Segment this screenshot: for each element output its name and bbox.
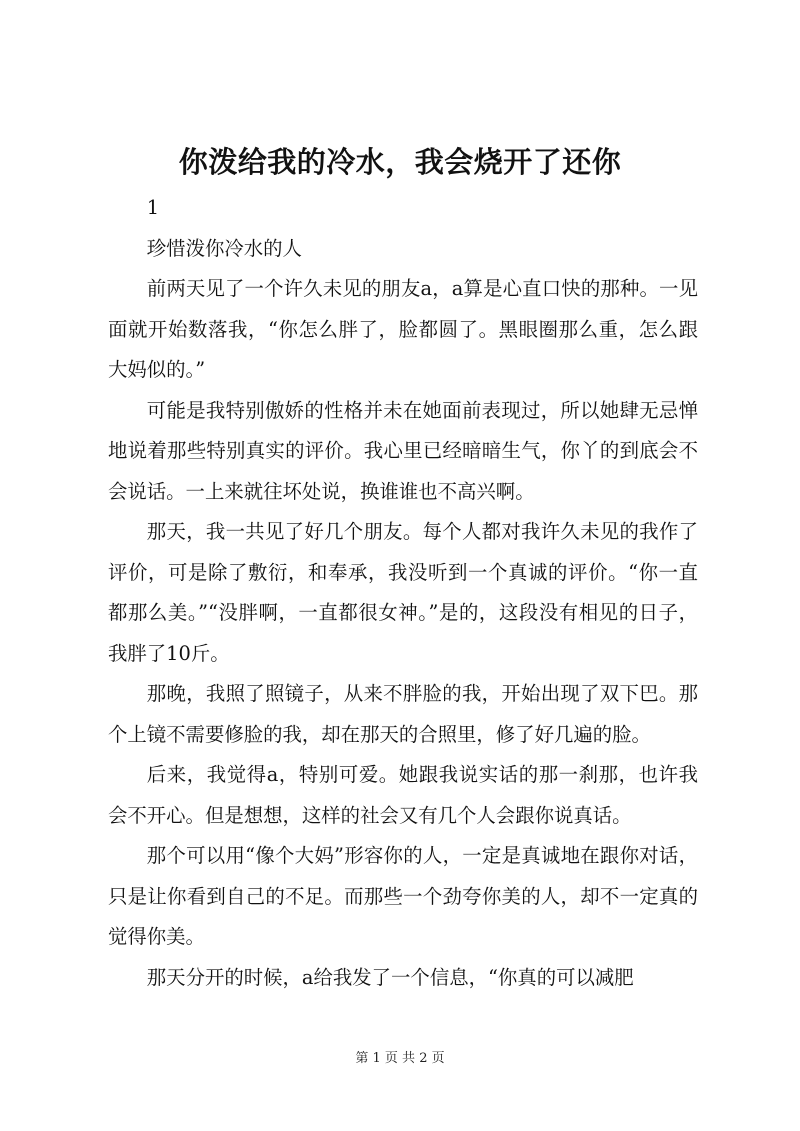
body-paragraph: 后来，我觉得a，特别可爱。她跟我说实话的那一刹那，也许我会不开心。但是想想，这样的社会又有几个人会跟你说真话。 <box>108 763 698 827</box>
section-number: 1 <box>146 196 160 219</box>
document-body <box>108 188 698 998</box>
section-heading: 珍惜泼你冷水的人 <box>146 236 302 260</box>
page-footer: 第 1 页 共 2 页 <box>355 1051 445 1066</box>
body-paragraph: 那天，我一共见了好几个朋友。每个人都对我许久未见的我作了评价，可是除了敷衍，和奉承，我没听到一个真诚的评价。“你一直都那么美。”“没胖啊，一直都很女神。”是的，这段没有相见的日子，我胖了10斤。 <box>108 520 698 665</box>
body-paragraph: 那晚，我照了照镜子，从来不胖脸的我，开始出现了双下巴。那个上镜不需要修脸的我，却在那天的合照里，修了好几遍的脸。 <box>108 682 698 746</box>
body-paragraph: 那个可以用“像个大妈”形容你的人，一定是真诚地在跟你对话，只是让你看到自己的不足。而那些一个劲夸你美的人，却不一定真的觉得你美。 <box>108 844 698 948</box>
body-paragraph: 那天分开的时候，a给我发了一个信息，“你真的可以减肥 <box>146 965 634 989</box>
document-title: 你泼给我的冷水，我会烧开了还你 <box>178 145 622 179</box>
body-paragraph: 前两天见了一个许久未见的朋友a，a算是心直口快的那种。一见面就开始数落我，“你怎么胖了，脸都圆了。黑眼圈那么重，怎么跟大妈似的。” <box>108 277 698 381</box>
body-paragraph: 可能是我特别傲娇的性格并未在她面前表现过，所以她肆无忌惮地说着那些特别真实的评价。我心里已经暗暗生气，你丫的到底会不会说话。一上来就往坏处说，换谁谁也不高兴啊。 <box>108 398 698 503</box>
